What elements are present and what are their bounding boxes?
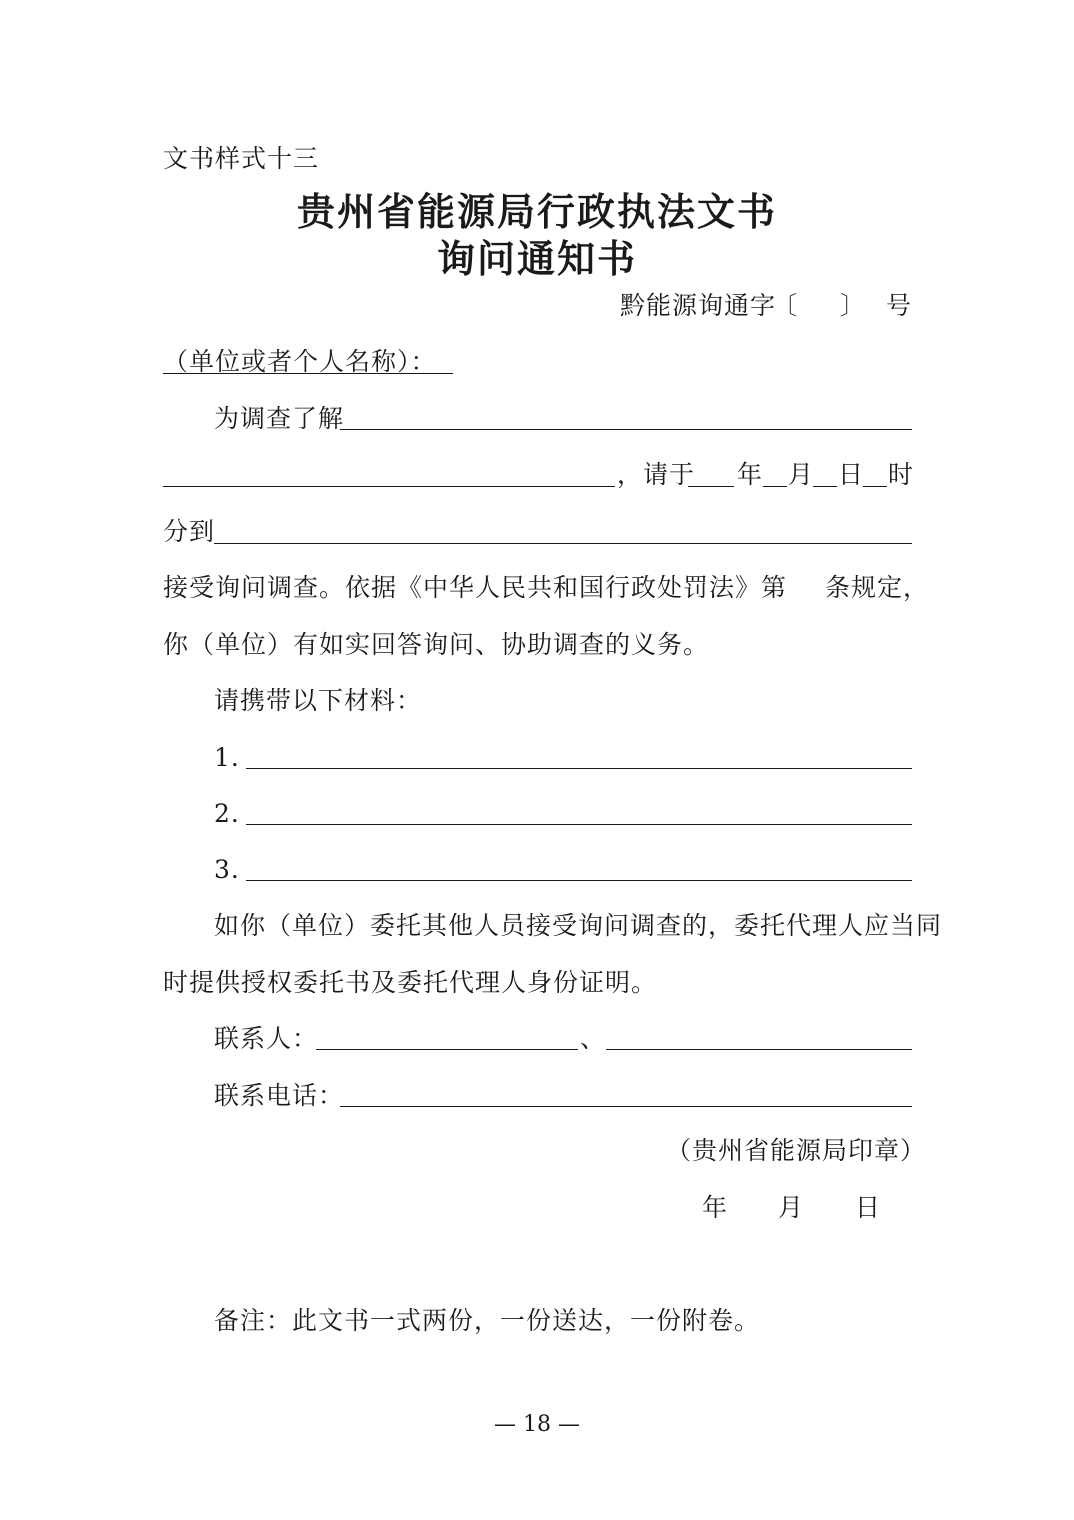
phone-label: 联系电话： <box>214 1081 345 1110</box>
document-title: 贵州省能源局行政执法文书 <box>296 189 777 234</box>
para1-basis-a: 接受询问调查。依据《中华人民共和国行政处罚法》第 <box>163 573 788 602</box>
para1-minute-to: 分到 <box>163 517 216 546</box>
material-line-1[interactable] <box>246 768 912 769</box>
year-unit: 年 <box>737 460 764 489</box>
form-label: 文书样式十三 <box>163 144 320 173</box>
doc-number-open-bracket: 〔 <box>772 291 799 320</box>
contact-label: 联系人： <box>214 1024 319 1053</box>
contact-separator: 、 <box>580 1024 607 1053</box>
para1-duty: 你（单位）有如实回答询问、协助调查的义务。 <box>163 630 710 659</box>
material-line-3[interactable] <box>246 880 912 881</box>
material-item-number: 2. <box>214 799 240 828</box>
month-blank[interactable] <box>763 486 787 487</box>
doc-number-suffix: 号 <box>886 291 913 320</box>
para1-basis-b: 条规定， <box>825 573 930 602</box>
material-item-number: 1. <box>214 743 240 772</box>
sign-day: 日 <box>855 1193 882 1222</box>
sign-year: 年 <box>702 1193 729 1222</box>
material-item-number: 3. <box>214 855 240 884</box>
investigation-subject-line-1[interactable] <box>340 429 912 430</box>
doc-number-prefix: 黔能源询通字 <box>620 291 777 320</box>
hour-unit: 时 <box>888 460 915 489</box>
materials-heading: 请携带以下材料： <box>214 686 423 715</box>
day-blank[interactable] <box>813 486 837 487</box>
para1-lead: 为调查了解 <box>214 404 345 433</box>
day-unit: 日 <box>838 460 865 489</box>
proxy-line-2: 时提供授权委托书及委托代理人身份证明。 <box>163 968 658 997</box>
month-unit: 月 <box>788 460 815 489</box>
contact-person-1-line[interactable] <box>316 1049 578 1050</box>
sign-month: 月 <box>778 1193 805 1222</box>
location-line[interactable] <box>214 543 912 544</box>
page-number: — 18 — <box>494 1412 580 1437</box>
year-blank[interactable] <box>688 486 734 487</box>
contact-person-2-line[interactable] <box>606 1049 912 1050</box>
proxy-line-1: 如你（单位）委托其他人员接受询问调查的，委托代理人应当同 <box>214 911 943 940</box>
addressee-label: （单位或者个人名称）： <box>163 347 437 376</box>
addressee-underline <box>163 373 453 374</box>
phone-line[interactable] <box>340 1106 912 1107</box>
document-subtitle: 询问通知书 <box>436 236 637 281</box>
para1-request: ，请于 <box>617 460 696 489</box>
seal-text: （贵州省能源局印章） <box>666 1136 927 1165</box>
material-line-2[interactable] <box>246 824 912 825</box>
investigation-subject-line-2[interactable] <box>163 486 615 487</box>
note: 备注：此文书一式两份，一份送达，一份附卷。 <box>214 1306 761 1335</box>
doc-number-close-bracket: 〕 <box>840 291 867 320</box>
hour-blank[interactable] <box>863 486 887 487</box>
